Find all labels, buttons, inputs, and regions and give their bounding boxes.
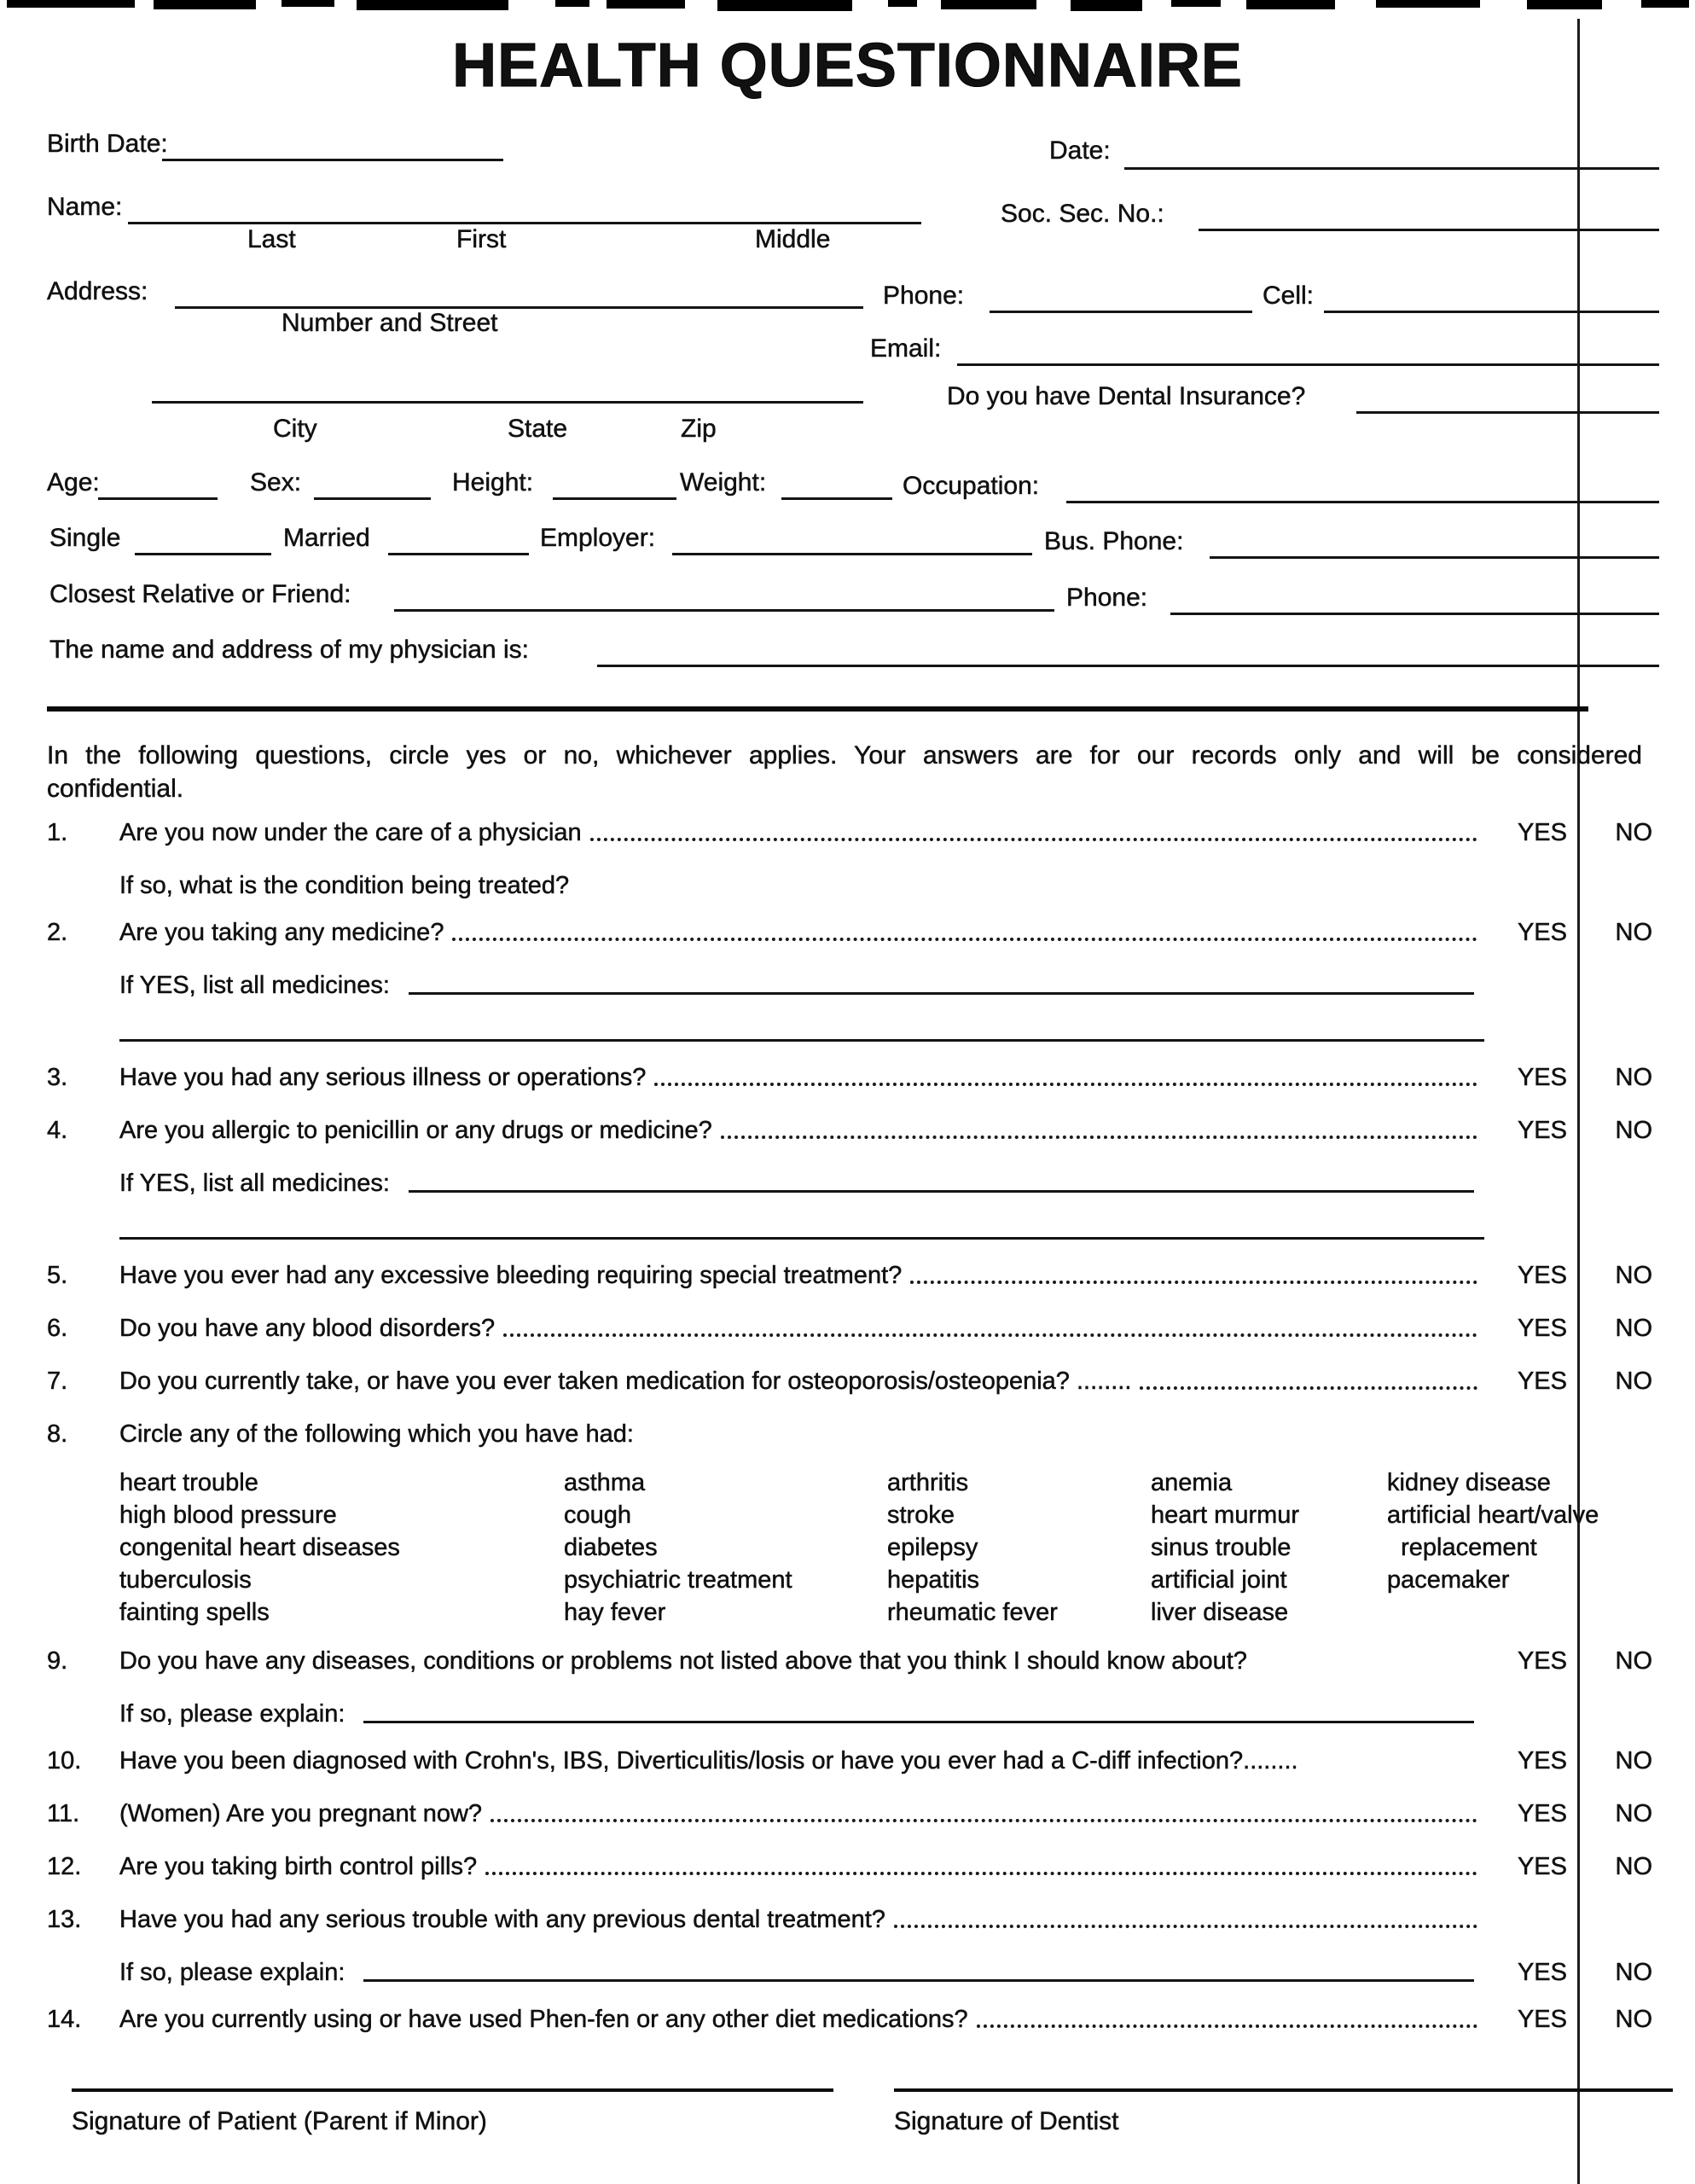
phone-input-line[interactable] — [990, 311, 1252, 313]
scan-artifact — [1071, 0, 1142, 11]
scan-artifact — [1171, 0, 1221, 7]
scan-artifact — [555, 0, 589, 7]
number-street-caption: Number and Street — [282, 309, 498, 337]
closest-relative-label: Closest Relative or Friend: — [49, 580, 351, 608]
question-row — [47, 1902, 1659, 1934]
question-number: 11. — [47, 1800, 80, 1827]
yes-option[interactable]: YES — [1517, 819, 1567, 846]
email-input-line[interactable] — [957, 363, 1659, 366]
question-row — [47, 1744, 1659, 1775]
question-number: 10. — [47, 1747, 82, 1774]
question-row — [47, 915, 1659, 947]
question-number: 7. — [47, 1368, 68, 1395]
question-text: Do you have any blood disorders? — [119, 1315, 496, 1342]
age-input-line[interactable] — [98, 497, 218, 500]
yes-option[interactable]: YES — [1517, 1853, 1567, 1880]
question-row — [47, 2002, 1659, 2034]
dental-insurance-label: Do you have Dental Insurance? — [947, 382, 1306, 410]
yes-option[interactable]: YES — [1517, 1647, 1567, 1675]
name-last-caption: Last — [247, 225, 296, 253]
disease-option[interactable]: replacement — [1387, 1534, 1537, 1561]
name-first-caption: First — [456, 225, 507, 253]
instructions-line2: confidential. — [47, 775, 184, 803]
no-option[interactable]: NO — [1615, 1747, 1652, 1774]
dotted-leader — [590, 838, 1477, 841]
age-label: Age: — [47, 468, 100, 497]
scan-artifact — [1246, 0, 1335, 9]
employer-label: Employer: — [540, 524, 656, 552]
dotted-leader — [452, 938, 1477, 941]
yes-option[interactable]: YES — [1517, 2006, 1567, 2033]
single-input-line[interactable] — [135, 553, 271, 555]
question-row — [47, 1060, 1659, 1092]
no-option[interactable]: NO — [1615, 819, 1652, 846]
patient-signature-line[interactable] — [72, 2088, 833, 2092]
yes-option[interactable]: YES — [1517, 919, 1567, 946]
disease-option[interactable]: pacemaker — [1387, 1566, 1510, 1594]
ssn-label: Soc. Sec. No.: — [1001, 200, 1164, 228]
dotted-leader — [654, 1083, 1477, 1086]
disease-option[interactable]: tuberculosis — [119, 1566, 252, 1594]
dotted-leader — [491, 1819, 1477, 1822]
scan-artifact — [282, 0, 334, 7]
input-line[interactable] — [119, 1213, 1484, 1240]
question-number: 6. — [47, 1315, 68, 1342]
no-option[interactable]: NO — [1615, 2006, 1652, 2033]
scan-artifact — [607, 0, 685, 9]
phone-label: Phone: — [883, 282, 965, 310]
question-number: 5. — [47, 1262, 68, 1289]
relative-phone-label: Phone: — [1066, 584, 1148, 612]
disease-option[interactable]: heart murmur — [1151, 1502, 1300, 1529]
city-state-zip-input-line[interactable] — [152, 401, 863, 404]
cell-input-line[interactable] — [1324, 311, 1659, 313]
disease-option[interactable]: liver disease — [1151, 1599, 1289, 1626]
input-line[interactable] — [119, 1015, 1484, 1042]
address-input-line[interactable] — [175, 306, 863, 309]
email-label: Email: — [870, 334, 942, 363]
name-input-line[interactable] — [128, 222, 921, 224]
relative-phone-input-line[interactable] — [1170, 613, 1659, 615]
disease-option[interactable]: epilepsy — [887, 1534, 978, 1561]
disease-option[interactable]: artificial joint — [1151, 1566, 1287, 1594]
question-text: Have you been diagnosed with Crohn's, IBS, Diverticulitis/losis or have you ever had a C-diff infection?........ — [119, 1747, 1298, 1774]
bus-phone-input-line[interactable] — [1210, 556, 1659, 559]
disease-option[interactable]: rheumatic fever — [887, 1599, 1058, 1626]
instructions-line1: In the following questions, circle yes or no, whichever applies. Your answers are for our records only and will be considered — [47, 741, 1642, 770]
address-label: Address: — [47, 277, 148, 305]
disease-option[interactable]: psychiatric treatment — [564, 1566, 792, 1594]
scan-artifacts — [0, 0, 1695, 15]
question-text: Do you currently take, or have you ever taken medication for osteoporosis/osteopenia? ........ — [119, 1368, 1132, 1395]
dentist-signature-line[interactable] — [894, 2088, 1673, 2092]
question-number: 12. — [47, 1853, 82, 1880]
question-row — [47, 1797, 1659, 1828]
subquestion-text: If so, please explain: — [119, 1700, 352, 1728]
disease-option[interactable]: hepatitis — [887, 1566, 980, 1594]
question-row — [47, 1644, 1659, 1676]
disease-option[interactable]: anemia — [1151, 1469, 1233, 1496]
question-text: Circle any of the following which you have had: — [119, 1420, 634, 1448]
occupation-label: Occupation: — [903, 472, 1040, 500]
subquestion-text: If YES, list all medicines: — [119, 972, 398, 999]
question-row — [47, 1364, 1659, 1396]
dotted-leader — [894, 1925, 1477, 1928]
question-number: 4. — [47, 1117, 68, 1144]
yes-option[interactable]: YES — [1517, 1959, 1567, 1986]
yes-option[interactable]: YES — [1517, 1117, 1567, 1144]
question-text: Are you taking any medicine? — [119, 919, 444, 946]
question-number: 3. — [47, 1064, 68, 1091]
input-line[interactable] — [409, 992, 1474, 995]
disease-option[interactable]: high blood pressure — [119, 1502, 337, 1529]
disease-column — [119, 1467, 564, 1629]
city-caption: City — [273, 415, 317, 443]
scan-artifact — [941, 0, 1036, 9]
ssn-input-line[interactable] — [1199, 229, 1659, 231]
question-subrow — [119, 1697, 1659, 1728]
disease-options — [119, 1467, 1659, 1629]
disease-option[interactable]: artificial heart/valve — [1387, 1502, 1599, 1529]
question-text: Are you currently using or have used Phen-fen or any other diet medications? — [119, 2006, 968, 2033]
page-title: HEALTH QUESTIONNAIRE — [452, 32, 1243, 100]
dotted-leader — [910, 1281, 1477, 1284]
sex-label: Sex: — [250, 468, 302, 497]
question-number: 14. — [47, 2006, 82, 2033]
no-option[interactable]: NO — [1615, 1117, 1652, 1144]
no-option[interactable]: NO — [1615, 1315, 1652, 1342]
question-row — [47, 1417, 1659, 1449]
section-divider-line — [47, 706, 1588, 712]
instructions-paragraph — [47, 739, 1642, 805]
disease-column — [887, 1467, 1151, 1629]
physician-input-line[interactable] — [597, 665, 1659, 667]
scan-artifact — [1527, 0, 1602, 9]
disease-option[interactable]: cough — [564, 1502, 632, 1529]
question-number: 13. — [47, 1906, 82, 1933]
disease-option[interactable]: diabetes — [564, 1534, 658, 1561]
zip-caption: Zip — [681, 415, 717, 443]
dotted-leader — [503, 1333, 1477, 1337]
scan-artifact — [717, 0, 852, 11]
question-row — [47, 1850, 1659, 1881]
weight-label: Weight: — [680, 468, 767, 497]
bus-phone-label: Bus. Phone: — [1044, 527, 1184, 555]
disease-column — [1151, 1467, 1387, 1629]
weight-input-line[interactable] — [781, 497, 892, 500]
scan-artifact — [357, 0, 508, 10]
disease-option[interactable]: kidney disease — [1387, 1469, 1551, 1496]
no-option[interactable]: NO — [1615, 1647, 1652, 1675]
date-label: Date: — [1049, 136, 1111, 165]
scan-artifact — [1376, 0, 1480, 8]
dental-insurance-input-line[interactable] — [1356, 411, 1659, 414]
yes-option[interactable]: YES — [1517, 1800, 1567, 1827]
question-text: Are you now under the care of a physician — [119, 819, 582, 846]
patient-signature-label: Signature of Patient (Parent if Minor) — [72, 2107, 487, 2135]
disease-option[interactable]: asthma — [564, 1469, 646, 1496]
no-option[interactable]: NO — [1615, 1800, 1652, 1827]
disease-option[interactable]: stroke — [887, 1502, 955, 1529]
question-text: Do you have any diseases, conditions or problems not listed above that you think I should know about? — [119, 1647, 1247, 1675]
dentist-signature-label: Signature of Dentist — [894, 2107, 1119, 2135]
disease-option[interactable]: sinus trouble — [1151, 1534, 1292, 1561]
cell-label: Cell: — [1263, 282, 1315, 310]
birth-date-input-line[interactable] — [162, 159, 503, 161]
physician-label: The name and address of my physician is: — [49, 636, 529, 664]
disease-option[interactable]: congenital heart diseases — [119, 1534, 400, 1561]
disease-column — [1387, 1467, 1659, 1629]
input-line[interactable] — [363, 1979, 1474, 1982]
disease-column — [564, 1467, 887, 1629]
scan-artifact — [1641, 0, 1689, 8]
disease-option[interactable]: heart trouble — [119, 1469, 258, 1496]
question-text: Are you taking birth control pills? — [119, 1853, 478, 1880]
sex-input-line[interactable] — [314, 497, 431, 500]
dotted-leader — [721, 1136, 1477, 1139]
no-option[interactable]: NO — [1615, 1959, 1652, 1986]
question-row — [47, 1113, 1659, 1145]
name-label: Name: — [47, 193, 123, 221]
subquestion-text: If so, please explain: — [119, 1959, 352, 1986]
input-line[interactable] — [363, 1721, 1474, 1723]
occupation-input-line[interactable] — [1066, 501, 1659, 503]
dotted-leader — [1140, 1386, 1477, 1390]
question-subrow — [119, 1955, 1659, 1987]
question-text: Are you allergic to penicillin or any drugs or medicine? — [119, 1117, 712, 1144]
scan-artifact — [888, 0, 917, 7]
no-option[interactable]: NO — [1615, 1853, 1652, 1880]
yes-option[interactable]: YES — [1517, 1747, 1567, 1774]
question-subrow — [119, 1166, 1659, 1198]
yes-option[interactable]: YES — [1517, 1368, 1567, 1395]
question-row — [47, 1258, 1659, 1290]
date-input-line[interactable] — [1124, 167, 1659, 170]
question-subrow — [119, 968, 1659, 1000]
dotted-leader — [977, 2024, 1477, 2028]
employer-input-line[interactable] — [672, 553, 1032, 555]
question-number: 8. — [47, 1420, 68, 1448]
disease-option[interactable]: hay fever — [564, 1599, 666, 1626]
state-caption: State — [508, 415, 568, 443]
disease-option[interactable]: arthritis — [887, 1469, 969, 1496]
closest-relative-input-line[interactable] — [394, 609, 1054, 612]
no-option[interactable]: NO — [1615, 1064, 1652, 1091]
single-label: Single — [49, 524, 121, 552]
question-text: Have you had any serious illness or operations? — [119, 1064, 647, 1091]
question-row — [47, 1311, 1659, 1343]
question-number: 2. — [47, 919, 68, 946]
yes-option[interactable]: YES — [1517, 1262, 1567, 1289]
married-input-line[interactable] — [388, 553, 529, 555]
question-number: 9. — [47, 1647, 68, 1675]
question-text: Have you ever had any excessive bleeding requiring special treatment? — [119, 1262, 903, 1289]
question-subrow — [119, 868, 1659, 900]
question-number: 1. — [47, 819, 68, 846]
yes-option[interactable]: YES — [1517, 1315, 1567, 1342]
no-option[interactable]: NO — [1615, 919, 1652, 946]
question-row — [47, 816, 1659, 847]
dotted-leader — [485, 1872, 1477, 1875]
height-label: Height: — [452, 468, 534, 497]
married-label: Married — [283, 524, 370, 552]
subquestion-text: If YES, list all medicines: — [119, 1170, 398, 1197]
disease-option[interactable]: fainting spells — [119, 1599, 270, 1626]
subquestion-text: If so, what is the condition being treated? — [119, 872, 570, 899]
yes-option[interactable]: YES — [1517, 1064, 1567, 1091]
no-option[interactable]: NO — [1615, 1368, 1652, 1395]
scan-artifact — [154, 0, 256, 9]
question-text: Have you had any serious trouble with any previous dental treatment? — [119, 1906, 885, 1933]
questions-list — [47, 816, 1659, 2055]
name-middle-caption: Middle — [755, 225, 831, 253]
height-input-line[interactable] — [553, 497, 676, 500]
input-line[interactable] — [409, 1190, 1474, 1193]
no-option[interactable]: NO — [1615, 1262, 1652, 1289]
question-text: (Women) Are you pregnant now? — [119, 1800, 483, 1827]
birth-date-label: Birth Date: — [47, 130, 168, 158]
scan-artifact — [7, 0, 135, 8]
